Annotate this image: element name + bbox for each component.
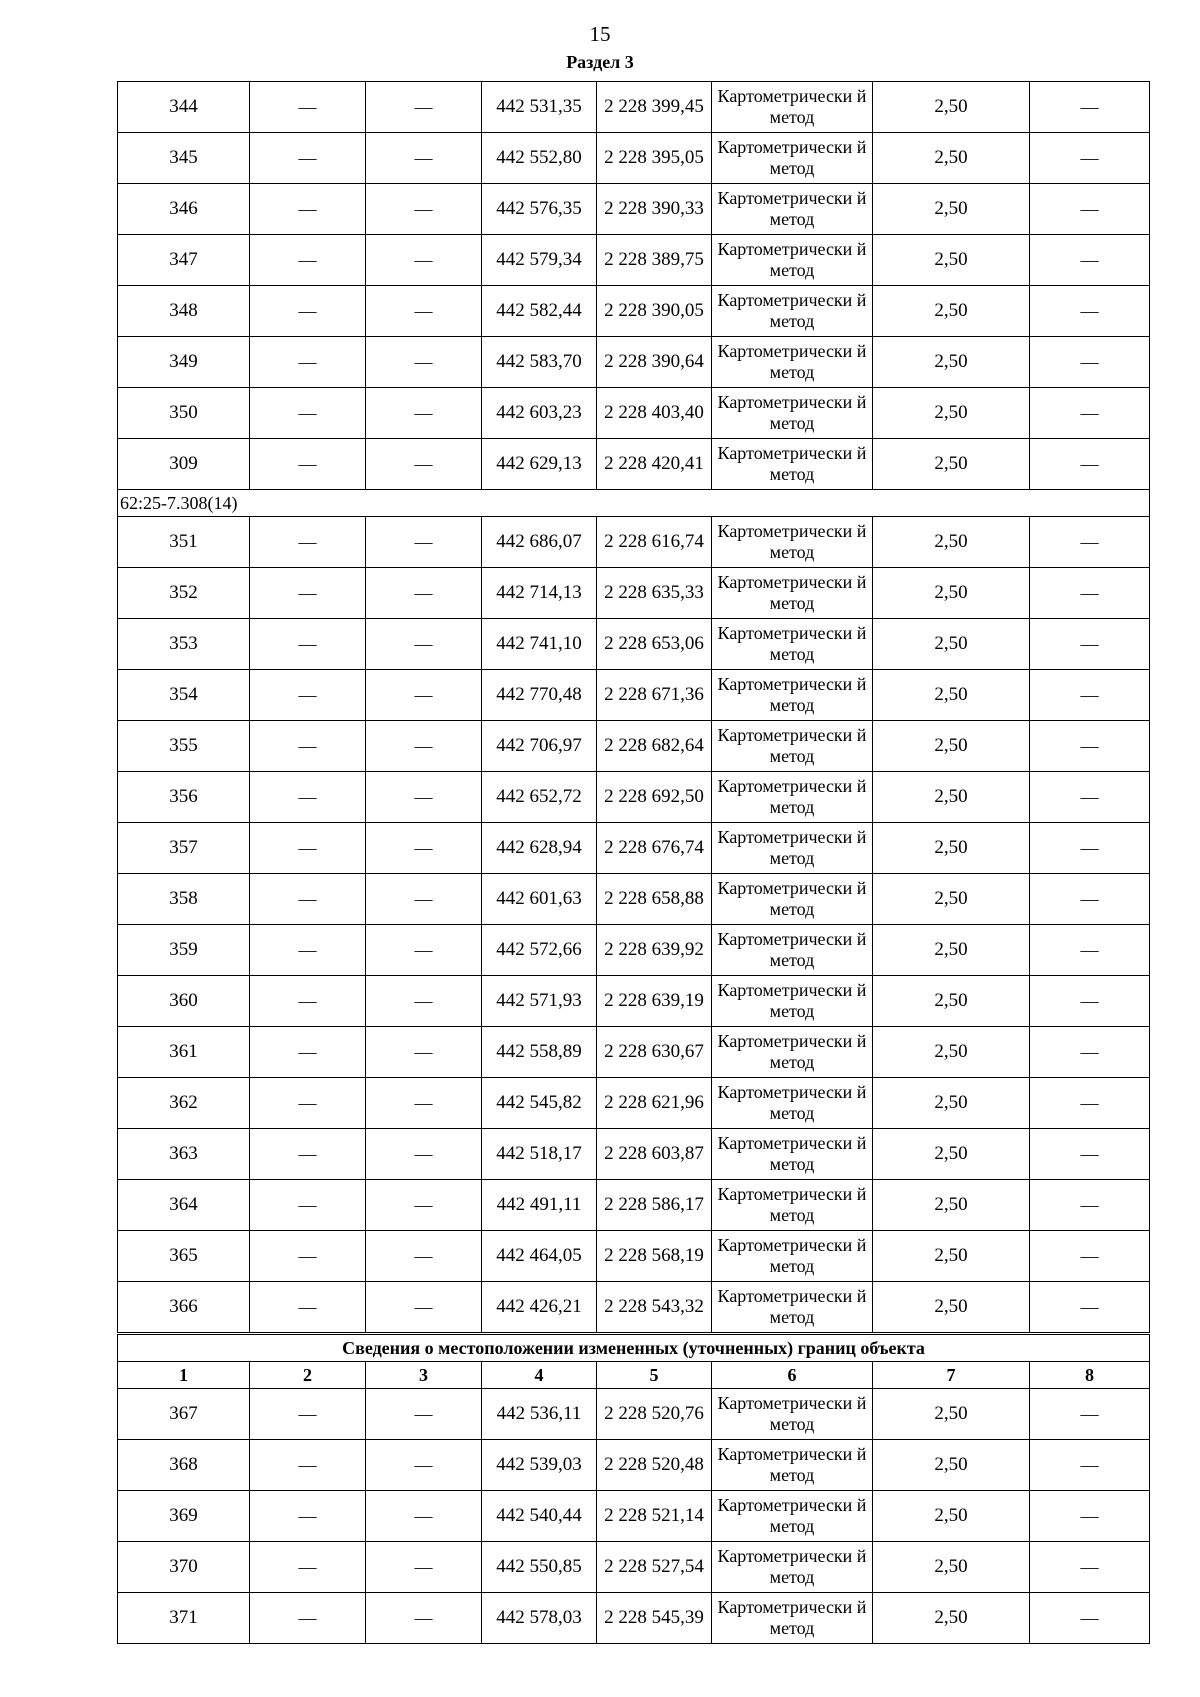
- dash-cell: —: [366, 1593, 482, 1644]
- dash-cell: —: [366, 1542, 482, 1593]
- dash-cell: —: [250, 1491, 366, 1542]
- y-coordinate-cell: 2 228 520,76: [597, 1389, 712, 1440]
- dash-cell: —: [250, 1180, 366, 1231]
- x-coordinate-cell: 442 714,13: [482, 568, 597, 619]
- x-coordinate-cell: 442 464,05: [482, 1231, 597, 1282]
- section-title: Раздел 3: [566, 52, 634, 72]
- precision-cell: 2,50: [873, 1593, 1030, 1644]
- table-row: [118, 772, 1150, 823]
- dash-cell: —: [366, 1180, 482, 1231]
- x-coordinate-cell: 442 572,66: [482, 925, 597, 976]
- table-row: [118, 1593, 1150, 1644]
- x-coordinate-cell: 442 518,17: [482, 1129, 597, 1180]
- precision-cell: 2,50: [873, 976, 1030, 1027]
- y-coordinate-cell: 2 228 420,41: [597, 439, 712, 490]
- point-number-cell: 354: [118, 670, 250, 721]
- precision-cell: 2,50: [873, 133, 1030, 184]
- point-number-cell: 346: [118, 184, 250, 235]
- x-coordinate-cell: 442 491,11: [482, 1180, 597, 1231]
- point-number-cell: 357: [118, 823, 250, 874]
- precision-cell: 2,50: [873, 1440, 1030, 1491]
- dash-cell: —: [366, 619, 482, 670]
- dash-cell: —: [250, 1027, 366, 1078]
- dash-cell: —: [1030, 1593, 1150, 1644]
- dash-cell: —: [366, 1027, 482, 1078]
- point-number-cell: 349: [118, 337, 250, 388]
- x-coordinate-cell: 442 571,93: [482, 976, 597, 1027]
- x-coordinate-cell: 442 583,70: [482, 337, 597, 388]
- dash-cell: —: [1030, 823, 1150, 874]
- method-cell: Картометрически й метод: [712, 772, 873, 823]
- dash-cell: —: [366, 976, 482, 1027]
- x-coordinate-cell: 442 531,35: [482, 82, 597, 133]
- dash-cell: —: [250, 670, 366, 721]
- dash-cell: —: [250, 337, 366, 388]
- method-cell: Картометрически й метод: [712, 133, 873, 184]
- dash-cell: —: [250, 517, 366, 568]
- point-number-cell: 351: [118, 517, 250, 568]
- table-row: [118, 1078, 1150, 1129]
- group-label: 62:25-7.308(14): [118, 490, 1150, 517]
- dash-cell: —: [366, 874, 482, 925]
- dash-cell: —: [1030, 670, 1150, 721]
- y-coordinate-cell: 2 228 545,39: [597, 1593, 712, 1644]
- dash-cell: —: [366, 1078, 482, 1129]
- precision-cell: 2,50: [873, 1027, 1030, 1078]
- point-number-cell: 365: [118, 1231, 250, 1282]
- table-row: [118, 133, 1150, 184]
- point-number-cell: 371: [118, 1593, 250, 1644]
- dash-cell: —: [250, 133, 366, 184]
- dash-cell: —: [250, 976, 366, 1027]
- y-coordinate-cell: 2 228 671,36: [597, 670, 712, 721]
- y-coordinate-cell: 2 228 586,17: [597, 1180, 712, 1231]
- method-cell: Картометрически й метод: [712, 1491, 873, 1542]
- dash-cell: —: [366, 772, 482, 823]
- dash-cell: —: [250, 925, 366, 976]
- dash-cell: —: [1030, 1542, 1150, 1593]
- dash-cell: —: [366, 1282, 482, 1334]
- dash-cell: —: [366, 670, 482, 721]
- table-row: [118, 1231, 1150, 1282]
- y-coordinate-cell: 2 228 603,87: [597, 1129, 712, 1180]
- dash-cell: —: [1030, 925, 1150, 976]
- dash-cell: —: [250, 874, 366, 925]
- method-cell: Картометрически й метод: [712, 1180, 873, 1231]
- table-row: [118, 439, 1150, 490]
- precision-cell: 2,50: [873, 670, 1030, 721]
- table-row: [118, 1542, 1150, 1593]
- method-cell: Картометрически й метод: [712, 388, 873, 439]
- method-cell: Картометрически й метод: [712, 1282, 873, 1334]
- column-number: 3: [366, 1362, 482, 1389]
- column-number: 1: [118, 1362, 250, 1389]
- column-number: 2: [250, 1362, 366, 1389]
- dash-cell: —: [250, 82, 366, 133]
- method-cell: Картометрически й метод: [712, 1440, 873, 1491]
- y-coordinate-cell: 2 228 520,48: [597, 1440, 712, 1491]
- y-coordinate-cell: 2 228 395,05: [597, 133, 712, 184]
- table-row: [118, 517, 1150, 568]
- method-cell: Картометрически й метод: [712, 1542, 873, 1593]
- x-coordinate-cell: 442 550,85: [482, 1542, 597, 1593]
- table-row: [118, 388, 1150, 439]
- table-row: [118, 1129, 1150, 1180]
- point-number-cell: 362: [118, 1078, 250, 1129]
- dash-cell: —: [250, 286, 366, 337]
- table-row: [118, 1440, 1150, 1491]
- point-number-cell: 356: [118, 772, 250, 823]
- points-block-c: [118, 1389, 1150, 1644]
- y-coordinate-cell: 2 228 676,74: [597, 823, 712, 874]
- changed-heading-row: [118, 1334, 1150, 1362]
- point-number-cell: 366: [118, 1282, 250, 1334]
- x-coordinate-cell: 442 426,21: [482, 1282, 597, 1334]
- point-number-cell: 369: [118, 1491, 250, 1542]
- dash-cell: —: [1030, 1491, 1150, 1542]
- table-row: [118, 235, 1150, 286]
- point-number-cell: 359: [118, 925, 250, 976]
- precision-cell: 2,50: [873, 619, 1030, 670]
- points-block-a: [118, 82, 1150, 490]
- point-number-cell: 309: [118, 439, 250, 490]
- x-coordinate-cell: 442 603,23: [482, 388, 597, 439]
- table-row: [118, 874, 1150, 925]
- dash-cell: —: [1030, 286, 1150, 337]
- method-cell: Картометрически й метод: [712, 925, 873, 976]
- column-number: 5: [597, 1362, 712, 1389]
- precision-cell: 2,50: [873, 1491, 1030, 1542]
- coordinates-table: [117, 81, 1150, 1644]
- method-cell: Картометрически й метод: [712, 670, 873, 721]
- dash-cell: —: [1030, 1129, 1150, 1180]
- x-coordinate-cell: 442 770,48: [482, 670, 597, 721]
- column-numbers-row: [118, 1362, 1150, 1389]
- dash-cell: —: [1030, 133, 1150, 184]
- method-cell: Картометрически й метод: [712, 184, 873, 235]
- precision-cell: 2,50: [873, 1231, 1030, 1282]
- page-number: 15: [589, 22, 611, 46]
- x-coordinate-cell: 442 540,44: [482, 1491, 597, 1542]
- changed-borders-header: [118, 1334, 1150, 1389]
- dash-cell: —: [250, 1078, 366, 1129]
- dash-cell: —: [250, 1440, 366, 1491]
- group-label-row: [118, 490, 1150, 517]
- y-coordinate-cell: 2 228 527,54: [597, 1542, 712, 1593]
- column-number: 6: [712, 1362, 873, 1389]
- y-coordinate-cell: 2 228 621,96: [597, 1078, 712, 1129]
- x-coordinate-cell: 442 652,72: [482, 772, 597, 823]
- point-number-cell: 361: [118, 1027, 250, 1078]
- precision-cell: 2,50: [873, 1389, 1030, 1440]
- point-number-cell: 358: [118, 874, 250, 925]
- dash-cell: —: [1030, 772, 1150, 823]
- dash-cell: —: [1030, 1389, 1150, 1440]
- method-cell: Картометрически й метод: [712, 337, 873, 388]
- table-row: [118, 1282, 1150, 1334]
- dash-cell: —: [366, 388, 482, 439]
- precision-cell: 2,50: [873, 925, 1030, 976]
- table-row: [118, 568, 1150, 619]
- table-row: [118, 1389, 1150, 1440]
- point-number-cell: 370: [118, 1542, 250, 1593]
- dash-cell: —: [366, 235, 482, 286]
- y-coordinate-cell: 2 228 692,50: [597, 772, 712, 823]
- dash-cell: —: [250, 823, 366, 874]
- x-coordinate-cell: 442 686,07: [482, 517, 597, 568]
- dash-cell: —: [366, 286, 482, 337]
- dash-cell: —: [366, 721, 482, 772]
- y-coordinate-cell: 2 228 390,64: [597, 337, 712, 388]
- x-coordinate-cell: 442 741,10: [482, 619, 597, 670]
- table-row: [118, 670, 1150, 721]
- dash-cell: —: [366, 337, 482, 388]
- dash-cell: —: [1030, 388, 1150, 439]
- x-coordinate-cell: 442 601,63: [482, 874, 597, 925]
- column-number: 4: [482, 1362, 597, 1389]
- method-cell: Картометрически й метод: [712, 82, 873, 133]
- y-coordinate-cell: 2 228 616,74: [597, 517, 712, 568]
- method-cell: Картометрически й метод: [712, 619, 873, 670]
- y-coordinate-cell: 2 228 403,40: [597, 388, 712, 439]
- dash-cell: —: [366, 1231, 482, 1282]
- dash-cell: —: [1030, 184, 1150, 235]
- point-number-cell: 347: [118, 235, 250, 286]
- table-row: [118, 1180, 1150, 1231]
- dash-cell: —: [366, 184, 482, 235]
- dash-cell: —: [250, 772, 366, 823]
- dash-cell: —: [250, 1593, 366, 1644]
- precision-cell: 2,50: [873, 823, 1030, 874]
- dash-cell: —: [250, 1231, 366, 1282]
- dash-cell: —: [1030, 337, 1150, 388]
- precision-cell: 2,50: [873, 82, 1030, 133]
- method-cell: Картометрически й метод: [712, 1078, 873, 1129]
- method-cell: Картометрически й метод: [712, 1593, 873, 1644]
- y-coordinate-cell: 2 228 568,19: [597, 1231, 712, 1282]
- precision-cell: 2,50: [873, 568, 1030, 619]
- dash-cell: —: [1030, 619, 1150, 670]
- dash-cell: —: [250, 568, 366, 619]
- table-row: [118, 925, 1150, 976]
- x-coordinate-cell: 442 576,35: [482, 184, 597, 235]
- precision-cell: 2,50: [873, 721, 1030, 772]
- x-coordinate-cell: 442 536,11: [482, 1389, 597, 1440]
- precision-cell: 2,50: [873, 1129, 1030, 1180]
- table-row: [118, 184, 1150, 235]
- table-row: [118, 82, 1150, 133]
- table-row: [118, 976, 1150, 1027]
- dash-cell: —: [250, 1542, 366, 1593]
- dash-cell: —: [366, 823, 482, 874]
- dash-cell: —: [250, 388, 366, 439]
- column-number: 7: [873, 1362, 1030, 1389]
- y-coordinate-cell: 2 228 630,67: [597, 1027, 712, 1078]
- method-cell: Картометрически й метод: [712, 1027, 873, 1078]
- point-number-cell: 352: [118, 568, 250, 619]
- method-cell: Картометрически й метод: [712, 286, 873, 337]
- precision-cell: 2,50: [873, 388, 1030, 439]
- point-number-cell: 353: [118, 619, 250, 670]
- point-number-cell: 348: [118, 286, 250, 337]
- y-coordinate-cell: 2 228 658,88: [597, 874, 712, 925]
- precision-cell: 2,50: [873, 184, 1030, 235]
- x-coordinate-cell: 442 629,13: [482, 439, 597, 490]
- y-coordinate-cell: 2 228 521,14: [597, 1491, 712, 1542]
- method-cell: Картометрически й метод: [712, 439, 873, 490]
- precision-cell: 2,50: [873, 337, 1030, 388]
- table-row: [118, 337, 1150, 388]
- dash-cell: —: [1030, 1180, 1150, 1231]
- dash-cell: —: [1030, 568, 1150, 619]
- x-coordinate-cell: 442 579,34: [482, 235, 597, 286]
- dash-cell: —: [366, 517, 482, 568]
- dash-cell: —: [1030, 1231, 1150, 1282]
- table-row: [118, 1027, 1150, 1078]
- table-row: [118, 1491, 1150, 1542]
- method-cell: Картометрически й метод: [712, 874, 873, 925]
- method-cell: Картометрически й метод: [712, 1389, 873, 1440]
- table-row: [118, 823, 1150, 874]
- y-coordinate-cell: 2 228 389,75: [597, 235, 712, 286]
- y-coordinate-cell: 2 228 653,06: [597, 619, 712, 670]
- dash-cell: —: [250, 721, 366, 772]
- dash-cell: —: [250, 1282, 366, 1334]
- dash-cell: —: [366, 1129, 482, 1180]
- point-number-cell: 364: [118, 1180, 250, 1231]
- precision-cell: 2,50: [873, 517, 1030, 568]
- x-coordinate-cell: 442 578,03: [482, 1593, 597, 1644]
- point-number-cell: 350: [118, 388, 250, 439]
- point-number-cell: 360: [118, 976, 250, 1027]
- x-coordinate-cell: 442 545,82: [482, 1078, 597, 1129]
- method-cell: Картометрически й метод: [712, 568, 873, 619]
- dash-cell: —: [1030, 976, 1150, 1027]
- y-coordinate-cell: 2 228 399,45: [597, 82, 712, 133]
- dash-cell: —: [1030, 82, 1150, 133]
- column-number: 8: [1030, 1362, 1150, 1389]
- dash-cell: —: [1030, 517, 1150, 568]
- point-number-cell: 368: [118, 1440, 250, 1491]
- method-cell: Картометрически й метод: [712, 823, 873, 874]
- precision-cell: 2,50: [873, 772, 1030, 823]
- x-coordinate-cell: 442 582,44: [482, 286, 597, 337]
- dash-cell: —: [250, 235, 366, 286]
- point-number-cell: 367: [118, 1389, 250, 1440]
- points-block-b: [118, 517, 1150, 1334]
- y-coordinate-cell: 2 228 390,33: [597, 184, 712, 235]
- point-number-cell: 355: [118, 721, 250, 772]
- precision-cell: 2,50: [873, 286, 1030, 337]
- method-cell: Картометрически й метод: [712, 721, 873, 772]
- point-number-cell: 363: [118, 1129, 250, 1180]
- dash-cell: —: [250, 619, 366, 670]
- precision-cell: 2,50: [873, 1180, 1030, 1231]
- precision-cell: 2,50: [873, 1542, 1030, 1593]
- dash-cell: —: [250, 1129, 366, 1180]
- dash-cell: —: [1030, 1078, 1150, 1129]
- table-row: [118, 286, 1150, 337]
- dash-cell: —: [366, 1491, 482, 1542]
- precision-cell: 2,50: [873, 235, 1030, 286]
- dash-cell: —: [250, 439, 366, 490]
- dash-cell: —: [366, 82, 482, 133]
- y-coordinate-cell: 2 228 635,33: [597, 568, 712, 619]
- dash-cell: —: [366, 439, 482, 490]
- dash-cell: —: [1030, 1027, 1150, 1078]
- x-coordinate-cell: 442 628,94: [482, 823, 597, 874]
- x-coordinate-cell: 442 558,89: [482, 1027, 597, 1078]
- precision-cell: 2,50: [873, 1282, 1030, 1334]
- method-cell: Картометрически й метод: [712, 1129, 873, 1180]
- dash-cell: —: [250, 1389, 366, 1440]
- method-cell: Картометрически й метод: [712, 976, 873, 1027]
- dash-cell: —: [1030, 439, 1150, 490]
- y-coordinate-cell: 2 228 639,19: [597, 976, 712, 1027]
- precision-cell: 2,50: [873, 1078, 1030, 1129]
- x-coordinate-cell: 442 706,97: [482, 721, 597, 772]
- y-coordinate-cell: 2 228 682,64: [597, 721, 712, 772]
- method-cell: Картометрически й метод: [712, 235, 873, 286]
- y-coordinate-cell: 2 228 543,32: [597, 1282, 712, 1334]
- y-coordinate-cell: 2 228 390,05: [597, 286, 712, 337]
- precision-cell: 2,50: [873, 874, 1030, 925]
- dash-cell: —: [366, 133, 482, 184]
- changed-heading: Сведения о местоположении измененных (уточненных) границ объекта: [118, 1334, 1150, 1362]
- point-number-cell: 345: [118, 133, 250, 184]
- dash-cell: —: [250, 184, 366, 235]
- point-number-cell: 344: [118, 82, 250, 133]
- precision-cell: 2,50: [873, 439, 1030, 490]
- dash-cell: —: [1030, 1440, 1150, 1491]
- dash-cell: —: [366, 925, 482, 976]
- method-cell: Картометрически й метод: [712, 517, 873, 568]
- dash-cell: —: [1030, 874, 1150, 925]
- dash-cell: —: [1030, 1282, 1150, 1334]
- group-label-block: [118, 490, 1150, 517]
- x-coordinate-cell: 442 552,80: [482, 133, 597, 184]
- dash-cell: —: [366, 1389, 482, 1440]
- method-cell: Картометрически й метод: [712, 1231, 873, 1282]
- table-row: [118, 721, 1150, 772]
- dash-cell: —: [366, 568, 482, 619]
- dash-cell: —: [1030, 721, 1150, 772]
- y-coordinate-cell: 2 228 639,92: [597, 925, 712, 976]
- dash-cell: —: [366, 1440, 482, 1491]
- table-row: [118, 619, 1150, 670]
- dash-cell: —: [1030, 235, 1150, 286]
- x-coordinate-cell: 442 539,03: [482, 1440, 597, 1491]
